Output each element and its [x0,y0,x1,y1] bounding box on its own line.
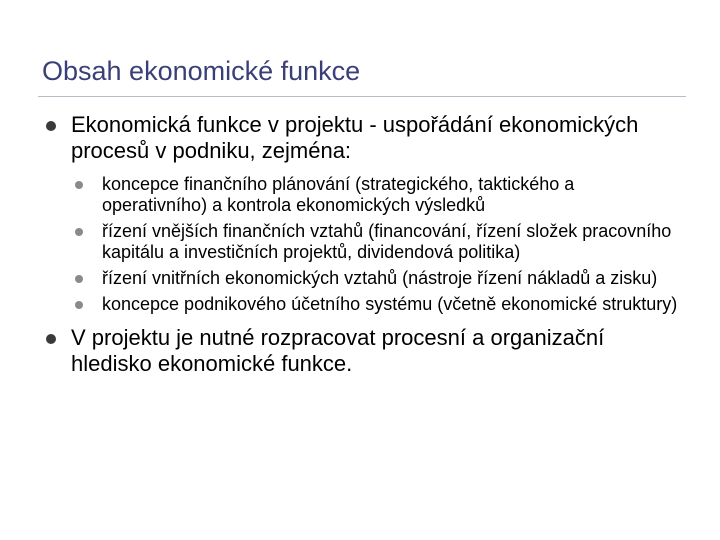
sub-bullet-item [75,268,684,289]
sub-bullet-dot-icon [75,275,83,283]
sub-bullet-text: řízení vnitřních ekonomických vztahů (nástroje řízení nákladů a zisku) [102,268,658,288]
bullet-dot-icon [46,121,56,131]
slide-content [44,112,684,377]
sub-bullet-list [75,174,684,315]
bullet-item [44,112,684,315]
sub-bullet-text: koncepce finančního plánování (strategického, taktického a operativního) a kontrola ekonomických výsledků [102,174,575,215]
bullet-text: V projektu je nutné rozpracovat procesní a organizační hledisko ekonomické funkce. [71,325,605,376]
sub-bullet-item [75,174,684,216]
sub-bullet-text: koncepce podnikového účetního systému (včetně ekonomické struktury) [102,294,678,314]
title-divider [38,96,686,97]
bullet-list [44,112,684,377]
sub-bullet-item [75,294,684,315]
bullet-text: Ekonomická funkce v projektu - uspořádání ekonomických procesů v podniku, zejména: [71,112,639,163]
sub-bullet-item [75,221,684,263]
slide-title: Obsah ekonomické funkce [42,56,361,86]
bullet-dot-icon [46,334,56,344]
bullet-item [44,325,684,377]
sub-bullet-dot-icon [75,301,83,309]
sub-bullet-dot-icon [75,228,83,236]
sub-bullet-text: řízení vnějších finančních vztahů (financování, řízení složek pracovního kapitálu a investičních projektů, dividendová politika) [102,221,672,262]
sub-bullet-dot-icon [75,181,83,189]
